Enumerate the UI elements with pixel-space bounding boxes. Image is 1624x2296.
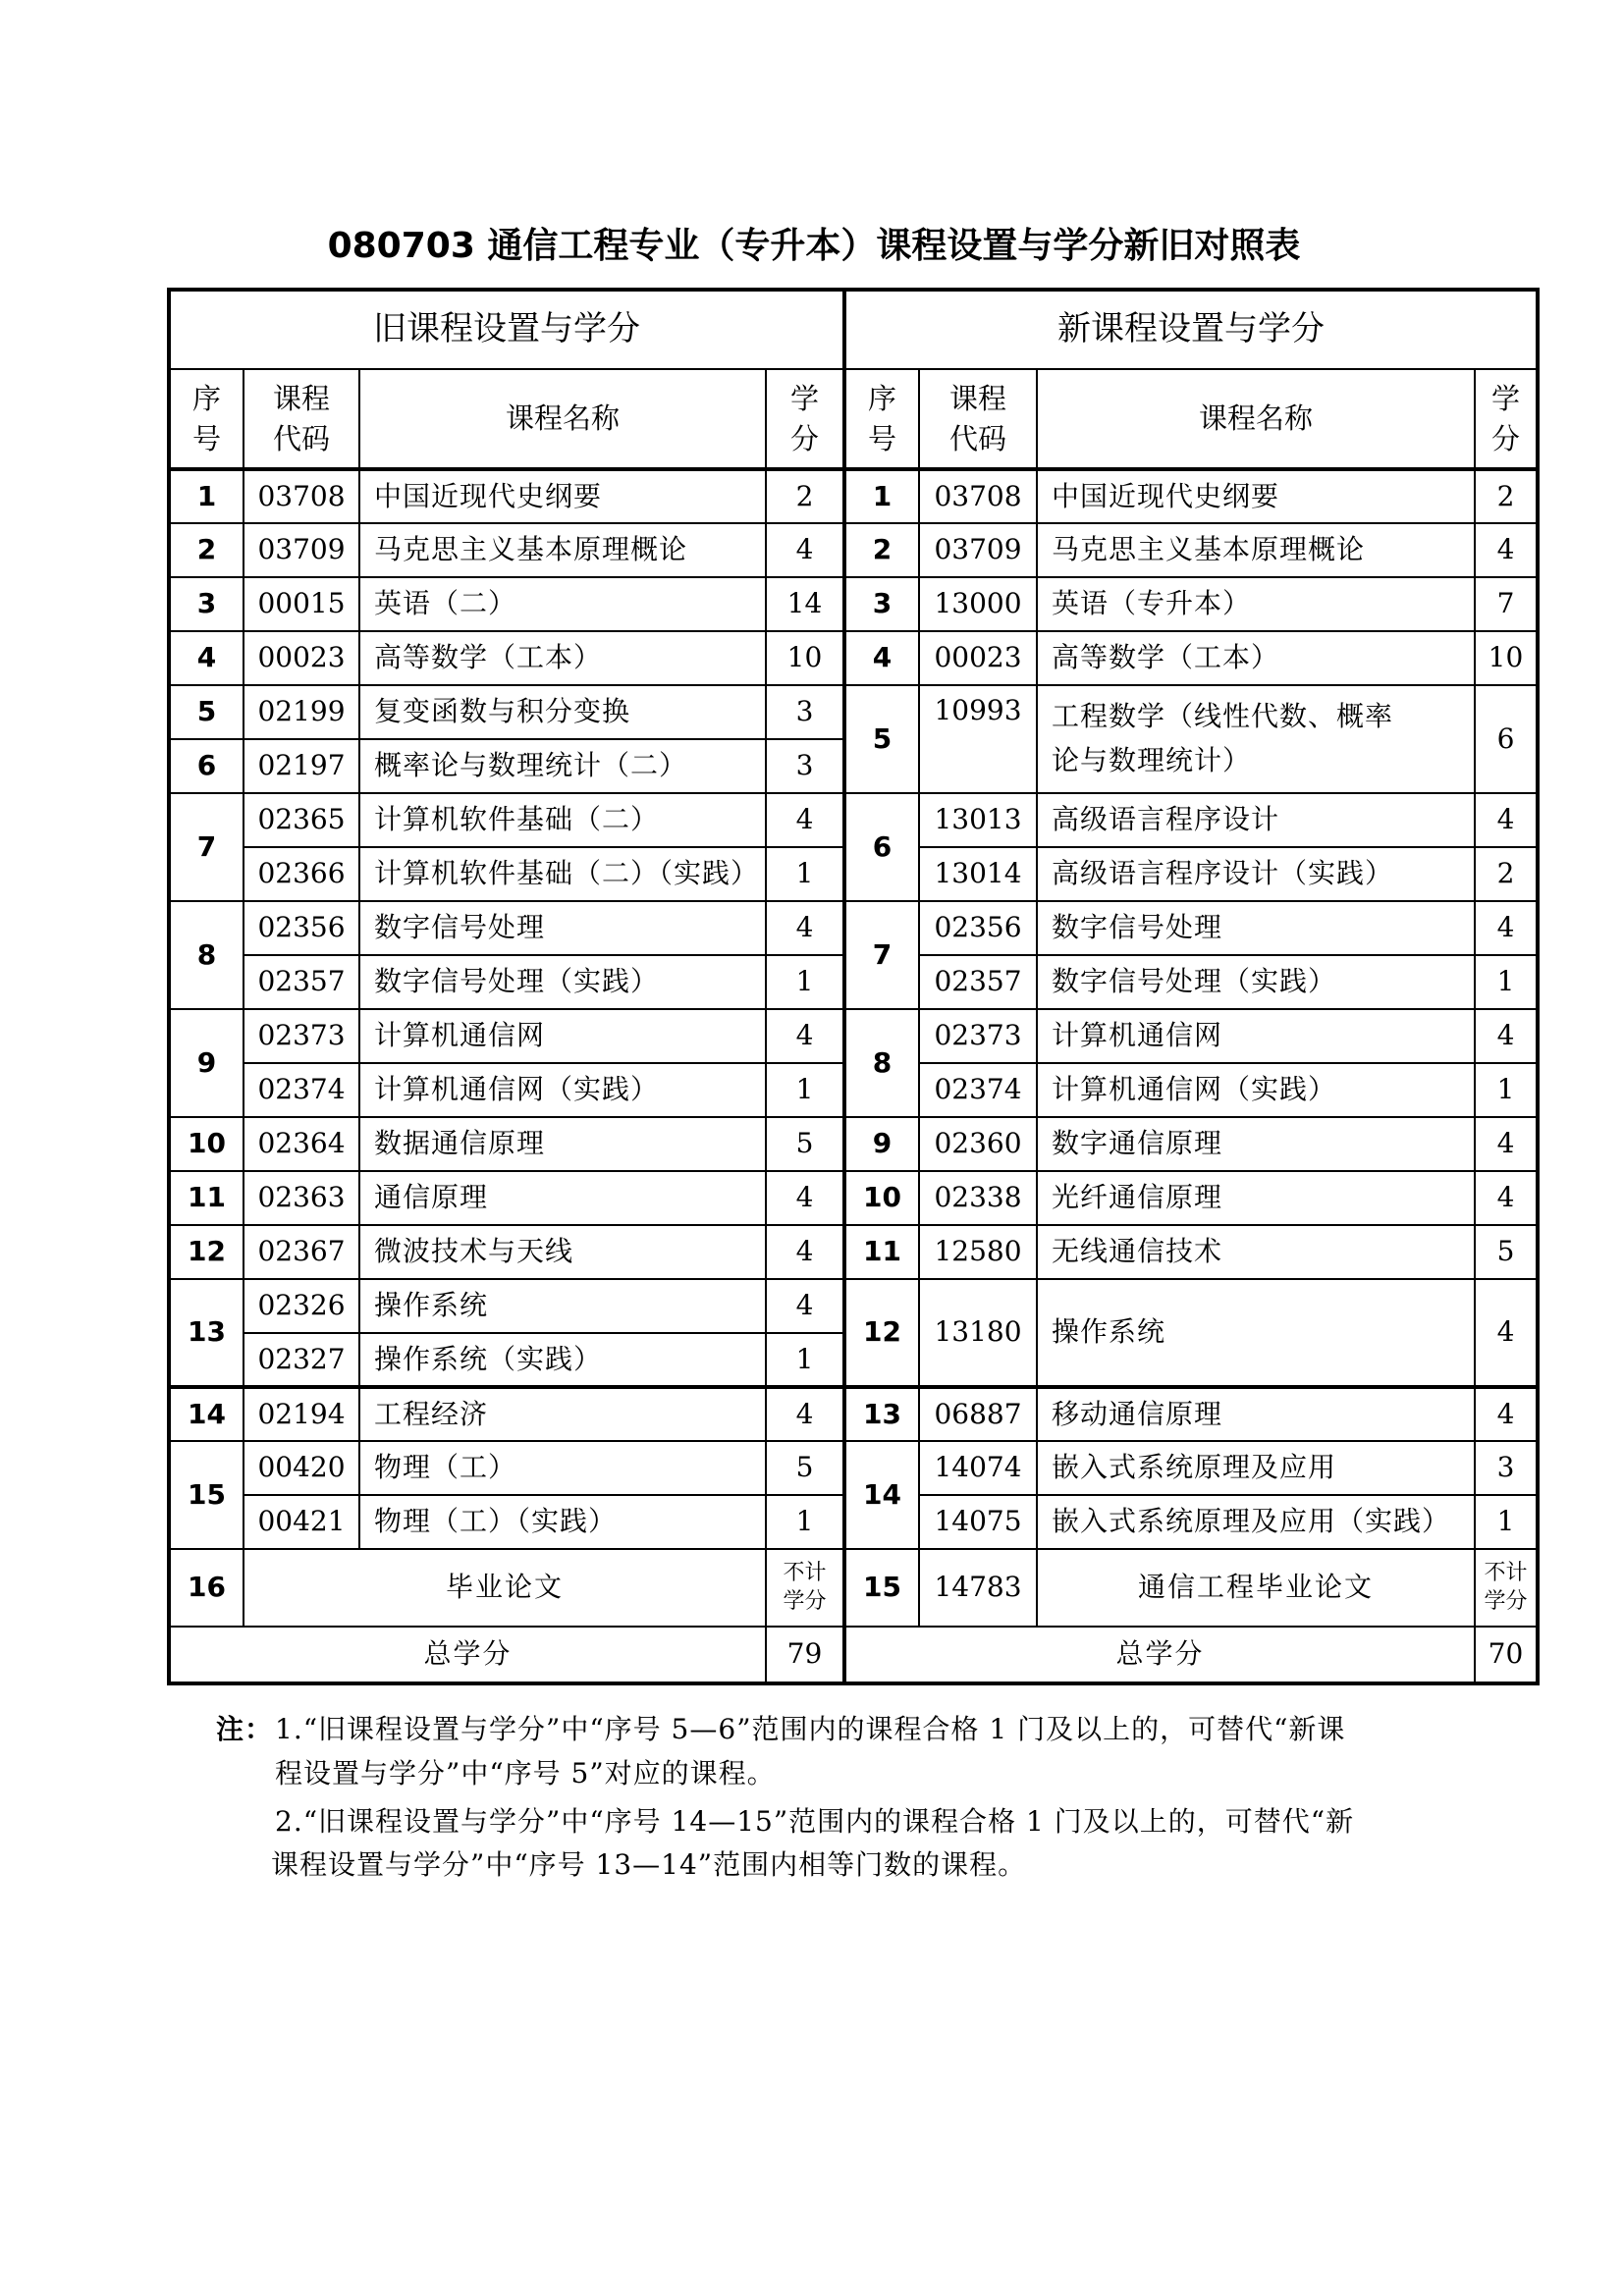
old-credit: 1 [766,955,844,1009]
old-code: 00023 [244,631,359,685]
old-seq: 16 [169,1549,244,1627]
table-row [169,1009,1538,1063]
table-row [169,685,1538,739]
note-1 [216,1708,1492,1796]
old-code: 02326 [244,1279,359,1333]
new-credit: 1 [1475,1495,1538,1549]
old-credit: 2 [766,469,844,523]
new-code: 03708 [919,469,1037,523]
new-thesis-credit: 不计 学分 [1475,1549,1538,1627]
old-code: 02199 [244,685,359,739]
new-credit: 3 [1475,1441,1538,1495]
old-course-name: 计算机软件基础（二） [359,793,766,847]
new-code: 10993 [919,685,1037,793]
new-course-name: 高级语言程序设计（实践） [1037,847,1475,901]
notes [216,1708,1492,1888]
credit-header: 学 分 [1475,369,1538,469]
new-course-name: 马克思主义基本原理概论 [1037,523,1475,577]
new-credit: 10 [1475,631,1538,685]
old-code: 02365 [244,793,359,847]
old-credit: 4 [766,793,844,847]
new-seq: 1 [844,469,919,523]
new-course-name: 嵌入式系统原理及应用（实践） [1037,1495,1475,1549]
new-total-label: 总学分 [844,1627,1475,1683]
new-credit: 5 [1475,1225,1538,1279]
table-row [169,793,1538,847]
old-course-name: 概率论与数理统计（二） [359,739,766,793]
new-course-name: 工程数学（线性代数、概率 论与数理统计） [1037,685,1475,793]
old-course-name: 中国近现代史纲要 [359,469,766,523]
new-credit: 1 [1475,1063,1538,1117]
new-course-name: 无线通信技术 [1037,1225,1475,1279]
old-course-name: 通信原理 [359,1171,766,1225]
old-total-label: 总学分 [169,1627,766,1683]
new-course-name: 计算机通信网 [1037,1009,1475,1063]
new-code: 02373 [919,1009,1037,1063]
new-course-name: 嵌入式系统原理及应用 [1037,1441,1475,1495]
old-credit: 10 [766,631,844,685]
old-course-name: 数据通信原理 [359,1117,766,1171]
old-seq: 9 [169,1009,244,1117]
new-credit: 4 [1475,1117,1538,1171]
code-header: 课程 代码 [244,369,359,469]
old-code: 00420 [244,1441,359,1495]
old-code: 02357 [244,955,359,1009]
new-seq: 9 [844,1117,919,1171]
old-course-name: 计算机通信网 [359,1009,766,1063]
old-course-name: 复变函数与积分变换 [359,685,766,739]
old-course-name: 操作系统 [359,1279,766,1333]
old-seq: 14 [169,1387,244,1441]
old-seq: 7 [169,793,244,901]
old-credit: 4 [766,523,844,577]
new-credit: 4 [1475,1009,1538,1063]
new-seq: 15 [844,1549,919,1627]
old-course-name: 计算机通信网（实践） [359,1063,766,1117]
table-row [169,577,1538,631]
code-header: 课程 代码 [919,369,1037,469]
note-2-line-1: 2.“旧课程设置与学分”中“序号 14—15”范围内的课程合格 1 门及以上的，可替代“新 [275,1804,1355,1838]
new-credit: 4 [1475,1279,1538,1387]
old-credit: 4 [766,1009,844,1063]
old-code: 02374 [244,1063,359,1117]
new-seq: 2 [844,523,919,577]
new-course-name: 高级语言程序设计 [1037,793,1475,847]
old-credit: 4 [766,1279,844,1333]
new-course-name: 英语（专升本） [1037,577,1475,631]
old-credit: 1 [766,1063,844,1117]
new-course-name: 移动通信原理 [1037,1387,1475,1441]
table-row [169,1279,1538,1333]
old-seq: 12 [169,1225,244,1279]
new-total-value: 70 [1475,1627,1538,1683]
new-credit: 4 [1475,793,1538,847]
old-credit: 3 [766,685,844,739]
old-code: 02366 [244,847,359,901]
old-credit: 4 [766,901,844,955]
old-credit: 1 [766,1333,844,1387]
table-row [169,1171,1538,1225]
old-course-name: 物理（工）（实践） [359,1495,766,1549]
old-credit: 1 [766,847,844,901]
table-row [169,1387,1538,1441]
old-credit: 5 [766,1117,844,1171]
new-code: 02360 [919,1117,1037,1171]
new-credit: 6 [1475,685,1538,793]
new-seq: 7 [844,901,919,1009]
new-credit: 4 [1475,1171,1538,1225]
old-code: 02363 [244,1171,359,1225]
old-course-name: 计算机软件基础（二）（实践） [359,847,766,901]
old-seq: 13 [169,1279,244,1387]
new-code: 13013 [919,793,1037,847]
name-header: 课程名称 [359,369,766,469]
new-course-name: 数字信号处理（实践） [1037,955,1475,1009]
table-row [169,523,1538,577]
old-course-name: 操作系统（实践） [359,1333,766,1387]
new-course-name: 光纤通信原理 [1037,1171,1475,1225]
new-course-name: 高等数学（工本） [1037,631,1475,685]
table-row [169,469,1538,523]
credit-header: 学 分 [766,369,844,469]
new-code: 02357 [919,955,1037,1009]
table-row [169,1441,1538,1495]
note-2 [216,1800,1492,1889]
old-code: 00015 [244,577,359,631]
new-seq: 4 [844,631,919,685]
note-1-line-2: 程设置与学分”中“序号 5”对应的课程。 [275,1756,776,1789]
new-seq: 5 [844,685,919,793]
new-credit: 4 [1475,1387,1538,1441]
old-course-name: 马克思主义基本原理概论 [359,523,766,577]
old-credit: 4 [766,1171,844,1225]
new-seq: 3 [844,577,919,631]
name-header: 课程名称 [1037,369,1475,469]
old-code: 03708 [244,469,359,523]
new-seq: 11 [844,1225,919,1279]
note-1-line-1: 1.“旧课程设置与学分”中“序号 5—6”范围内的课程合格 1 门及以上的，可替代“新课 [275,1713,1346,1745]
total-row [169,1627,1538,1683]
new-code: 13014 [919,847,1037,901]
new-credit: 4 [1475,523,1538,577]
new-credit: 1 [1475,955,1538,1009]
seq-header: 序 号 [169,369,244,469]
new-credit: 2 [1475,847,1538,901]
old-course-name: 数字信号处理（实践） [359,955,766,1009]
new-code: 02374 [919,1063,1037,1117]
new-course-name: 数字信号处理 [1037,901,1475,955]
old-section-header: 旧课程设置与学分 [169,290,844,369]
old-credit: 4 [766,1225,844,1279]
old-code: 02373 [244,1009,359,1063]
new-code: 14074 [919,1441,1037,1495]
old-seq: 4 [169,631,244,685]
old-seq: 1 [169,469,244,523]
old-course-name: 微波技术与天线 [359,1225,766,1279]
old-thesis-name: 毕业论文 [244,1549,766,1627]
old-credit: 3 [766,739,844,793]
new-credit: 7 [1475,577,1538,631]
new-credit: 2 [1475,469,1538,523]
old-code: 00421 [244,1495,359,1549]
old-code: 02364 [244,1117,359,1171]
old-seq: 3 [169,577,244,631]
old-seq: 6 [169,739,244,793]
old-thesis-credit: 不计 学分 [766,1549,844,1627]
old-code: 02367 [244,1225,359,1279]
new-seq: 13 [844,1387,919,1441]
old-course-name: 物理（工） [359,1441,766,1495]
new-code: 00023 [919,631,1037,685]
new-course-name: 计算机通信网（实践） [1037,1063,1475,1117]
old-seq: 8 [169,901,244,1009]
new-seq: 8 [844,1009,919,1117]
old-seq: 2 [169,523,244,577]
note-label: 注： [216,1713,274,1745]
new-code: 12580 [919,1225,1037,1279]
seq-header: 序 号 [844,369,919,469]
new-code: 14075 [919,1495,1037,1549]
old-course-name: 工程经济 [359,1387,766,1441]
new-code: 06887 [919,1387,1037,1441]
old-code: 02197 [244,739,359,793]
old-code: 02327 [244,1333,359,1387]
old-credit: 4 [766,1387,844,1441]
new-seq: 6 [844,793,919,901]
old-seq: 10 [169,1117,244,1171]
new-thesis-name: 通信工程毕业论文 [1037,1549,1475,1627]
old-credit: 1 [766,1495,844,1549]
new-seq: 12 [844,1279,919,1387]
course-comparison-table [167,288,1540,1685]
old-course-name: 英语（二） [359,577,766,631]
table-row [169,631,1538,685]
old-seq: 15 [169,1441,244,1549]
new-code: 02338 [919,1171,1037,1225]
new-code: 02356 [919,901,1037,955]
page-title: 080703 通信工程专业（专升本）课程设置与学分新旧对照表 [327,226,1301,266]
table-row [169,901,1538,955]
new-course-name: 中国近现代史纲要 [1037,469,1475,523]
old-code: 02194 [244,1387,359,1441]
new-code: 14783 [919,1549,1037,1627]
new-seq: 14 [844,1441,919,1549]
old-credit: 5 [766,1441,844,1495]
old-course-name: 高等数学（工本） [359,631,766,685]
table-row [169,1117,1538,1171]
new-credit: 4 [1475,901,1538,955]
old-total-value: 79 [766,1627,844,1683]
new-course-name: 操作系统 [1037,1279,1475,1387]
new-code: 13000 [919,577,1037,631]
new-section-header: 新课程设置与学分 [844,290,1538,369]
new-code: 03709 [919,523,1037,577]
thesis-row [169,1549,1538,1627]
old-code: 02356 [244,901,359,955]
old-course-name: 数字信号处理 [359,901,766,955]
old-code: 03709 [244,523,359,577]
note-2-line-2: 课程设置与学分”中“序号 13—14”范围内相等门数的课程。 [271,1848,1027,1882]
old-seq: 5 [169,685,244,739]
table-row [169,1225,1538,1279]
old-seq: 11 [169,1171,244,1225]
new-code: 13180 [919,1279,1037,1387]
new-course-name: 数字通信原理 [1037,1117,1475,1171]
new-seq: 10 [844,1171,919,1225]
old-credit: 14 [766,577,844,631]
